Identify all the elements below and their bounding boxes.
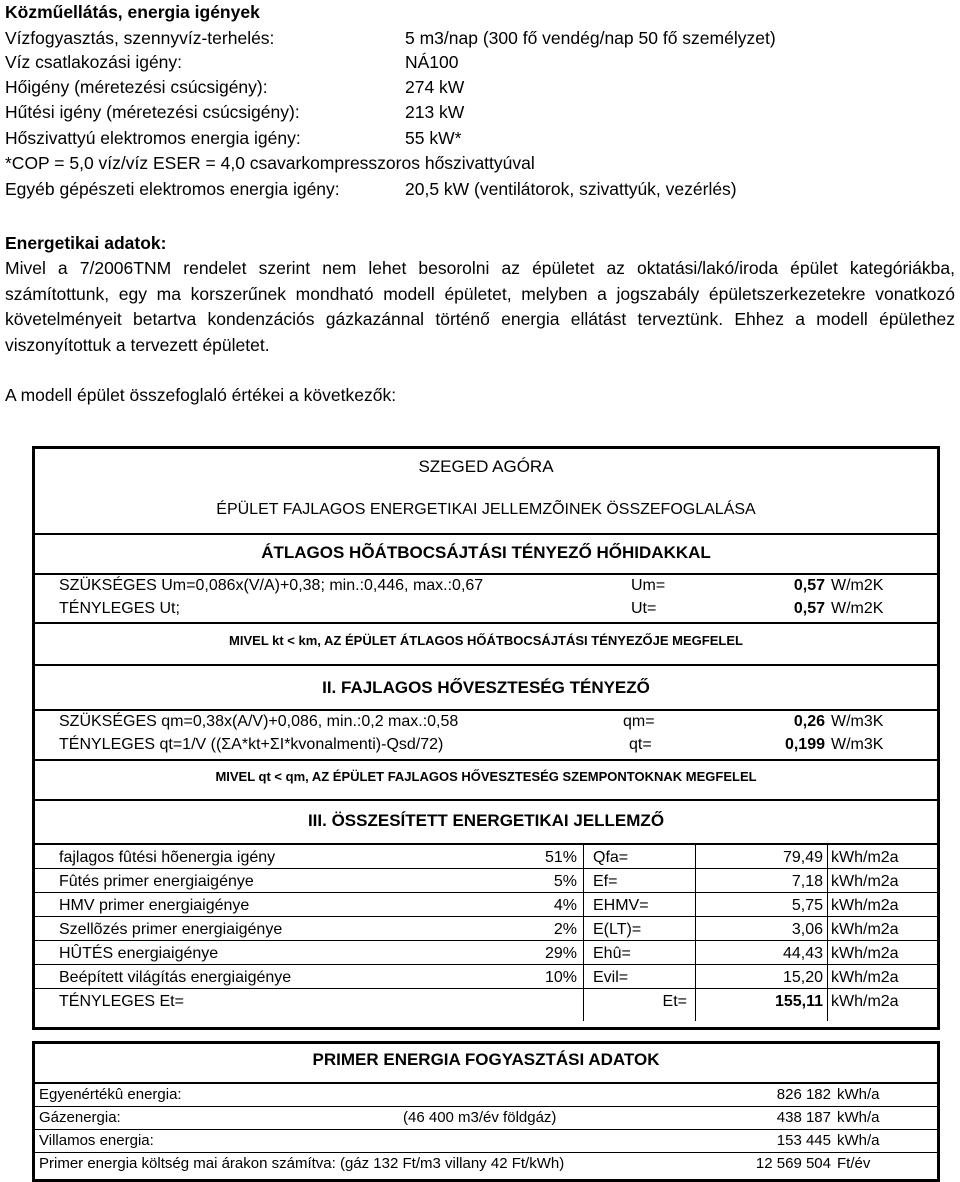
- table-row: [35, 965, 937, 989]
- row-unit: kWh/m2a: [831, 921, 899, 938]
- row-label: Beépített világítás energiaigénye: [59, 969, 292, 986]
- row-symbol: qt=: [629, 736, 652, 753]
- row-unit: kWh/m2a: [831, 969, 899, 986]
- row-value: 55 kW*: [405, 128, 462, 148]
- row-value: 7,18: [791, 873, 823, 890]
- row-symbol: qm=: [623, 713, 655, 730]
- energy-summary-table: [32, 446, 940, 1030]
- energy-rows: [35, 845, 937, 1021]
- table-row-total: [35, 989, 937, 1012]
- row-value: 274 kW: [405, 77, 465, 97]
- row-label: Gázenergia:: [39, 1109, 121, 1126]
- row-unit: kWh/m2a: [831, 873, 899, 890]
- row-value: 5,75: [791, 897, 823, 914]
- section-heading: Energetikai adatok:: [5, 233, 167, 253]
- row-label: Szellõzés primer energiaigénye: [59, 921, 283, 938]
- row-symbol: Evil=: [593, 969, 629, 986]
- row-symbol: Ut=: [631, 600, 657, 617]
- row-value: 153 445: [776, 1132, 831, 1149]
- divider: [35, 799, 937, 801]
- row-symbol: Qfa=: [593, 849, 629, 866]
- row-percent: [495, 991, 577, 1012]
- row-value: 0,26: [793, 713, 825, 730]
- row-value: 5 m3/nap (300 fő vendég/nap 50 fő személyzet): [405, 28, 776, 48]
- row-unit: kWh/m2a: [831, 897, 899, 914]
- row-unit: kWh/a: [837, 1132, 880, 1149]
- row-unit: Ft/év: [837, 1155, 871, 1172]
- row-percent: 29%: [544, 945, 577, 962]
- divider: [35, 622, 937, 624]
- divider: [35, 709, 937, 711]
- row-label: Villamos energia:: [39, 1132, 154, 1149]
- row-value: 0,57: [793, 577, 825, 594]
- row-value: 826 182: [776, 1086, 831, 1103]
- row-unit: W/m2K: [831, 600, 884, 617]
- row-value: 12 569 504: [755, 1155, 831, 1172]
- row-value: 15,20: [782, 969, 823, 986]
- row-label: Egyenértékû energia:: [39, 1086, 182, 1103]
- section-heading: II. FAJLAGOS HŐVESZTESÉG TÉNYEZŐ: [322, 678, 650, 697]
- row-label: Primer energia költség mai árakon számítva: (gáz 132 Ft/m3 villany 42 Ft/kWh): [39, 1155, 565, 1172]
- table-row: [35, 917, 937, 941]
- cop-note: *COP = 5,0 víz/víz ESER = 4,0 csavarkompresszoros hőszivattyúval: [5, 153, 535, 173]
- row-label: SZÜKSÉGES qm=0,38x(A/V)+0,086, min.:0,2 max.:0,58: [59, 713, 459, 730]
- table-title: SZEGED AGÓRA: [418, 457, 554, 476]
- row-unit: W/m3K: [831, 713, 884, 730]
- row-label: Fûtés primer energiaigénye: [59, 873, 254, 890]
- section-heading: ÁTLAGOS HÕÁTBOCSÁJTÁSI TÉNYEZŐ HŐHIDAKKAL: [261, 543, 711, 562]
- conclusion: MIVEL qt < qm, AZ ÉPÜLET FAJLAGOS HŐVESZTESÉG SZEMPONTOKNAK MEGFELEL: [215, 769, 757, 784]
- row-label: Hűtési igény (méretezési csúcsigény):: [5, 102, 300, 122]
- row-label: Vízfogyasztás, szennyvíz-terhelés:: [5, 28, 275, 48]
- divider: [35, 664, 937, 666]
- row-symbol: Um=: [631, 577, 666, 594]
- conclusion: MIVEL kt < km, AZ ÉPÜLET ÁTLAGOS HŐÁTBOCSÁJTÁSI TÉNYEZŐJE MEGFELEL: [229, 633, 743, 648]
- row-unit: kWh/a: [837, 1109, 880, 1126]
- row-unit: kWh/m2a: [831, 849, 899, 866]
- row-label: SZÜKSÉGES Um=0,086x(V/A)+0,38; min.:0,446, max.:0,67: [59, 577, 484, 594]
- section-heading: III. ÖSSZESÍTETT ENERGETIKAI JELLEMZŐ: [307, 811, 665, 830]
- row-label: Hőszivattyú elektromos energia igény:: [5, 128, 301, 148]
- row-percent: 2%: [553, 921, 577, 938]
- row-symbol: Ehû=: [593, 945, 631, 962]
- row-unit: W/m3K: [831, 736, 884, 753]
- row-percent: 10%: [544, 969, 577, 986]
- row-symbol: E(LT)=: [593, 921, 642, 938]
- row-unit: kWh/m2a: [831, 993, 899, 1010]
- table-row: [35, 845, 937, 869]
- row-value: 155,11: [774, 993, 823, 1010]
- row-value: 79,49: [782, 849, 823, 866]
- summary-intro: A modell épület összefoglaló értékei a következők:: [5, 385, 397, 405]
- row-unit: kWh/m2a: [831, 945, 899, 962]
- row-unit: kWh/a: [837, 1086, 880, 1103]
- row-label: Hőigény (méretezési csúcsigény):: [5, 77, 268, 97]
- row-value: 44,43: [782, 945, 823, 962]
- row-label: TÉNYLEGES qt=1/V ((ΣA*kt+ΣI*kvonalmenti)-Qsd/72): [59, 736, 444, 753]
- divider: [35, 533, 937, 535]
- row-label: HÛTÉS energiaigénye: [59, 945, 219, 962]
- row-label: Egyéb gépészeti elektromos energia igény:: [5, 179, 340, 199]
- divider: [35, 1152, 937, 1153]
- row-label: TÉNYLEGES Ut;: [59, 600, 180, 617]
- row-value: NÁ100: [405, 52, 459, 72]
- divider: [35, 1082, 937, 1084]
- row-label: HMV primer energiaigénye: [59, 897, 250, 914]
- paragraph: Mivel a 7/2006TNM rendelet szerint nem lehet besorolni az épületet az oktatási/lakó/iroda épület kategóriákba, számítottunk, egy ma korszerűnek mondható modell épületet, melyben a jogszabály épületszerkezetekre vonatkozó követelményeit betartva kondenzációs gázkazánnal történő energia ellátást terveztünk. Ehhez a modell épülethez viszonyítottuk a tervezett épületet.: [5, 258, 955, 355]
- row-value: 20,5 kW (ventilátorok, szivattyúk, vezérlés): [405, 179, 737, 199]
- divider: [35, 573, 937, 575]
- table-row: [35, 893, 937, 917]
- row-value: 0,199: [784, 736, 825, 753]
- row-note: (46 400 m3/év földgáz): [403, 1109, 557, 1126]
- row-percent: 51%: [544, 849, 577, 866]
- row-symbol: EHMV=: [593, 897, 649, 914]
- row-label: Víz csatlakozási igény:: [5, 52, 183, 72]
- row-symbol: Et=: [662, 993, 687, 1010]
- table-title: PRIMER ENERGIA FOGYASZTÁSI ADATOK: [312, 1050, 660, 1069]
- table-row: [35, 869, 937, 893]
- divider: [35, 1106, 937, 1107]
- row-label: TÉNYLEGES Et=: [59, 993, 184, 1010]
- primary-energy-table: [32, 1041, 940, 1182]
- row-value: 438 187: [776, 1109, 831, 1126]
- row-percent: 5%: [553, 873, 577, 890]
- table-subtitle: ÉPÜLET FAJLAGOS ENERGETIKAI JELLEMZÕINEK ÖSSZEFOGLALÁSA: [216, 501, 756, 518]
- row-value: 3,06: [791, 921, 823, 938]
- table-row: [35, 941, 937, 965]
- row-label: fajlagos fûtési hõenergia igény: [59, 849, 276, 866]
- section-heading: Közműellátás, energia igények: [5, 2, 260, 22]
- row-symbol: Ef=: [593, 873, 618, 890]
- row-value: 0,57: [793, 600, 825, 617]
- row-unit: W/m2K: [831, 577, 884, 594]
- row-value: 213 kW: [405, 102, 465, 122]
- divider: [35, 1129, 937, 1130]
- row-percent: 4%: [553, 897, 577, 914]
- divider: [35, 759, 937, 761]
